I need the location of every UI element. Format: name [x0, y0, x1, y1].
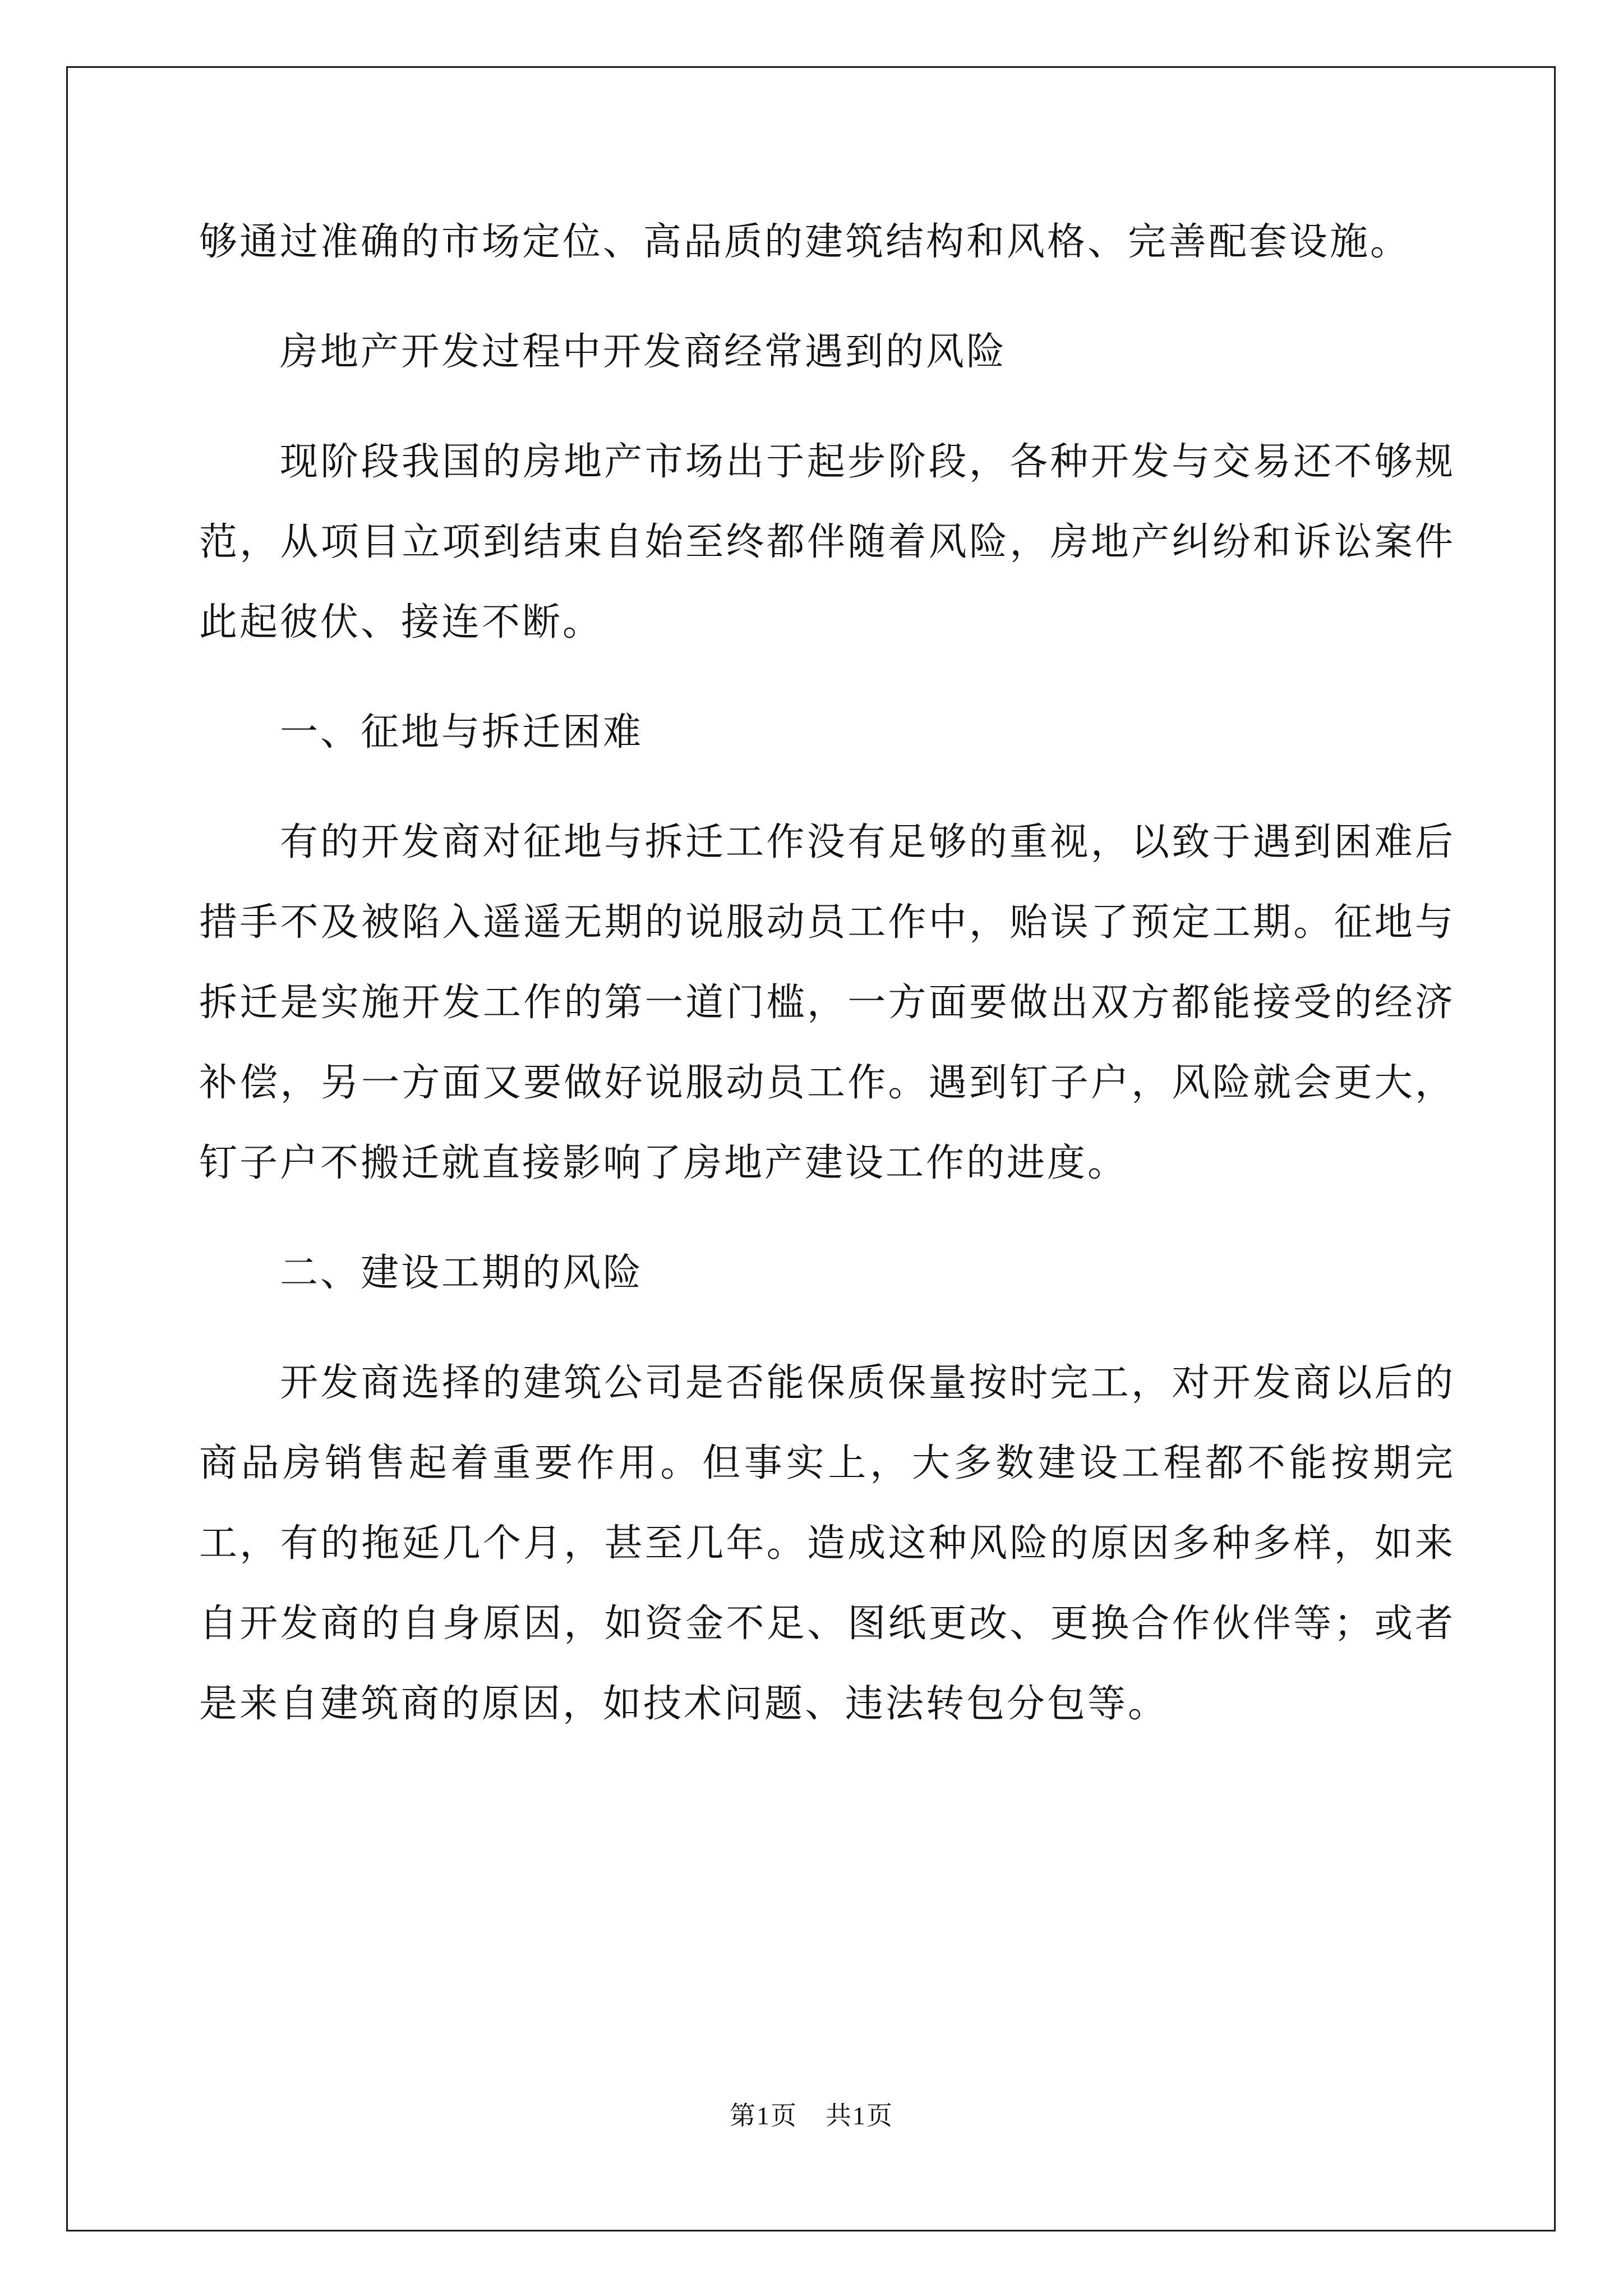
paragraph-construction-period: 开发商选择的建筑公司是否能保质保量按时完工，对开发商以后的商品房销售起着重要作用。但事实上，大多数建设工程都不能按期完工，有的拖延几个月，甚至几年。造成这种风险的原因多种多样，如来自开发商的自身原因，如资金不足、图纸更改、更换合作伙伴等；或者是来自建筑商的原因，如技术问题、违法转包分包等。	[199, 1361, 1455, 1726]
page-footer	[0, 2095, 1623, 2132]
section-heading-construction-period: 二、建设工期的风险	[280, 1251, 644, 1295]
section-heading-risks: 房地产开发过程中开发商经常遇到的风险	[280, 330, 1007, 374]
document-body	[199, 202, 1455, 1774]
paragraph-continuation: 够通过准确的市场定位、高品质的建筑结构和风格、完善配套设施。	[199, 220, 1411, 264]
section-heading-land-demolition: 一、征地与拆迁困难	[280, 710, 644, 754]
page-number: 第1页	[730, 2101, 797, 2130]
page-total: 共1页	[826, 2101, 893, 2130]
paragraph-land-demolition: 有的开发商对征地与拆迁工作没有足够的重视，以致于遇到困难后措手不及被陷入遥遥无期的说服动员工作中，贻误了预定工期。征地与拆迁是实施开发工作的第一道门槛，一方面要做出双方都能接受的经济补偿，另一方面又要做好说服动员工作。遇到钉子户，风险就会更大，钉子户不搬迁就直接影响了房地产建设工作的进度。	[199, 820, 1455, 1185]
paragraph-market-status: 现阶段我国的房地产市场出于起步阶段，各种开发与交易还不够规范，从项目立项到结束自始至终都伴随着风险，房地产纠纷和诉讼案件此起彼伏、接连不断。	[199, 440, 1455, 645]
